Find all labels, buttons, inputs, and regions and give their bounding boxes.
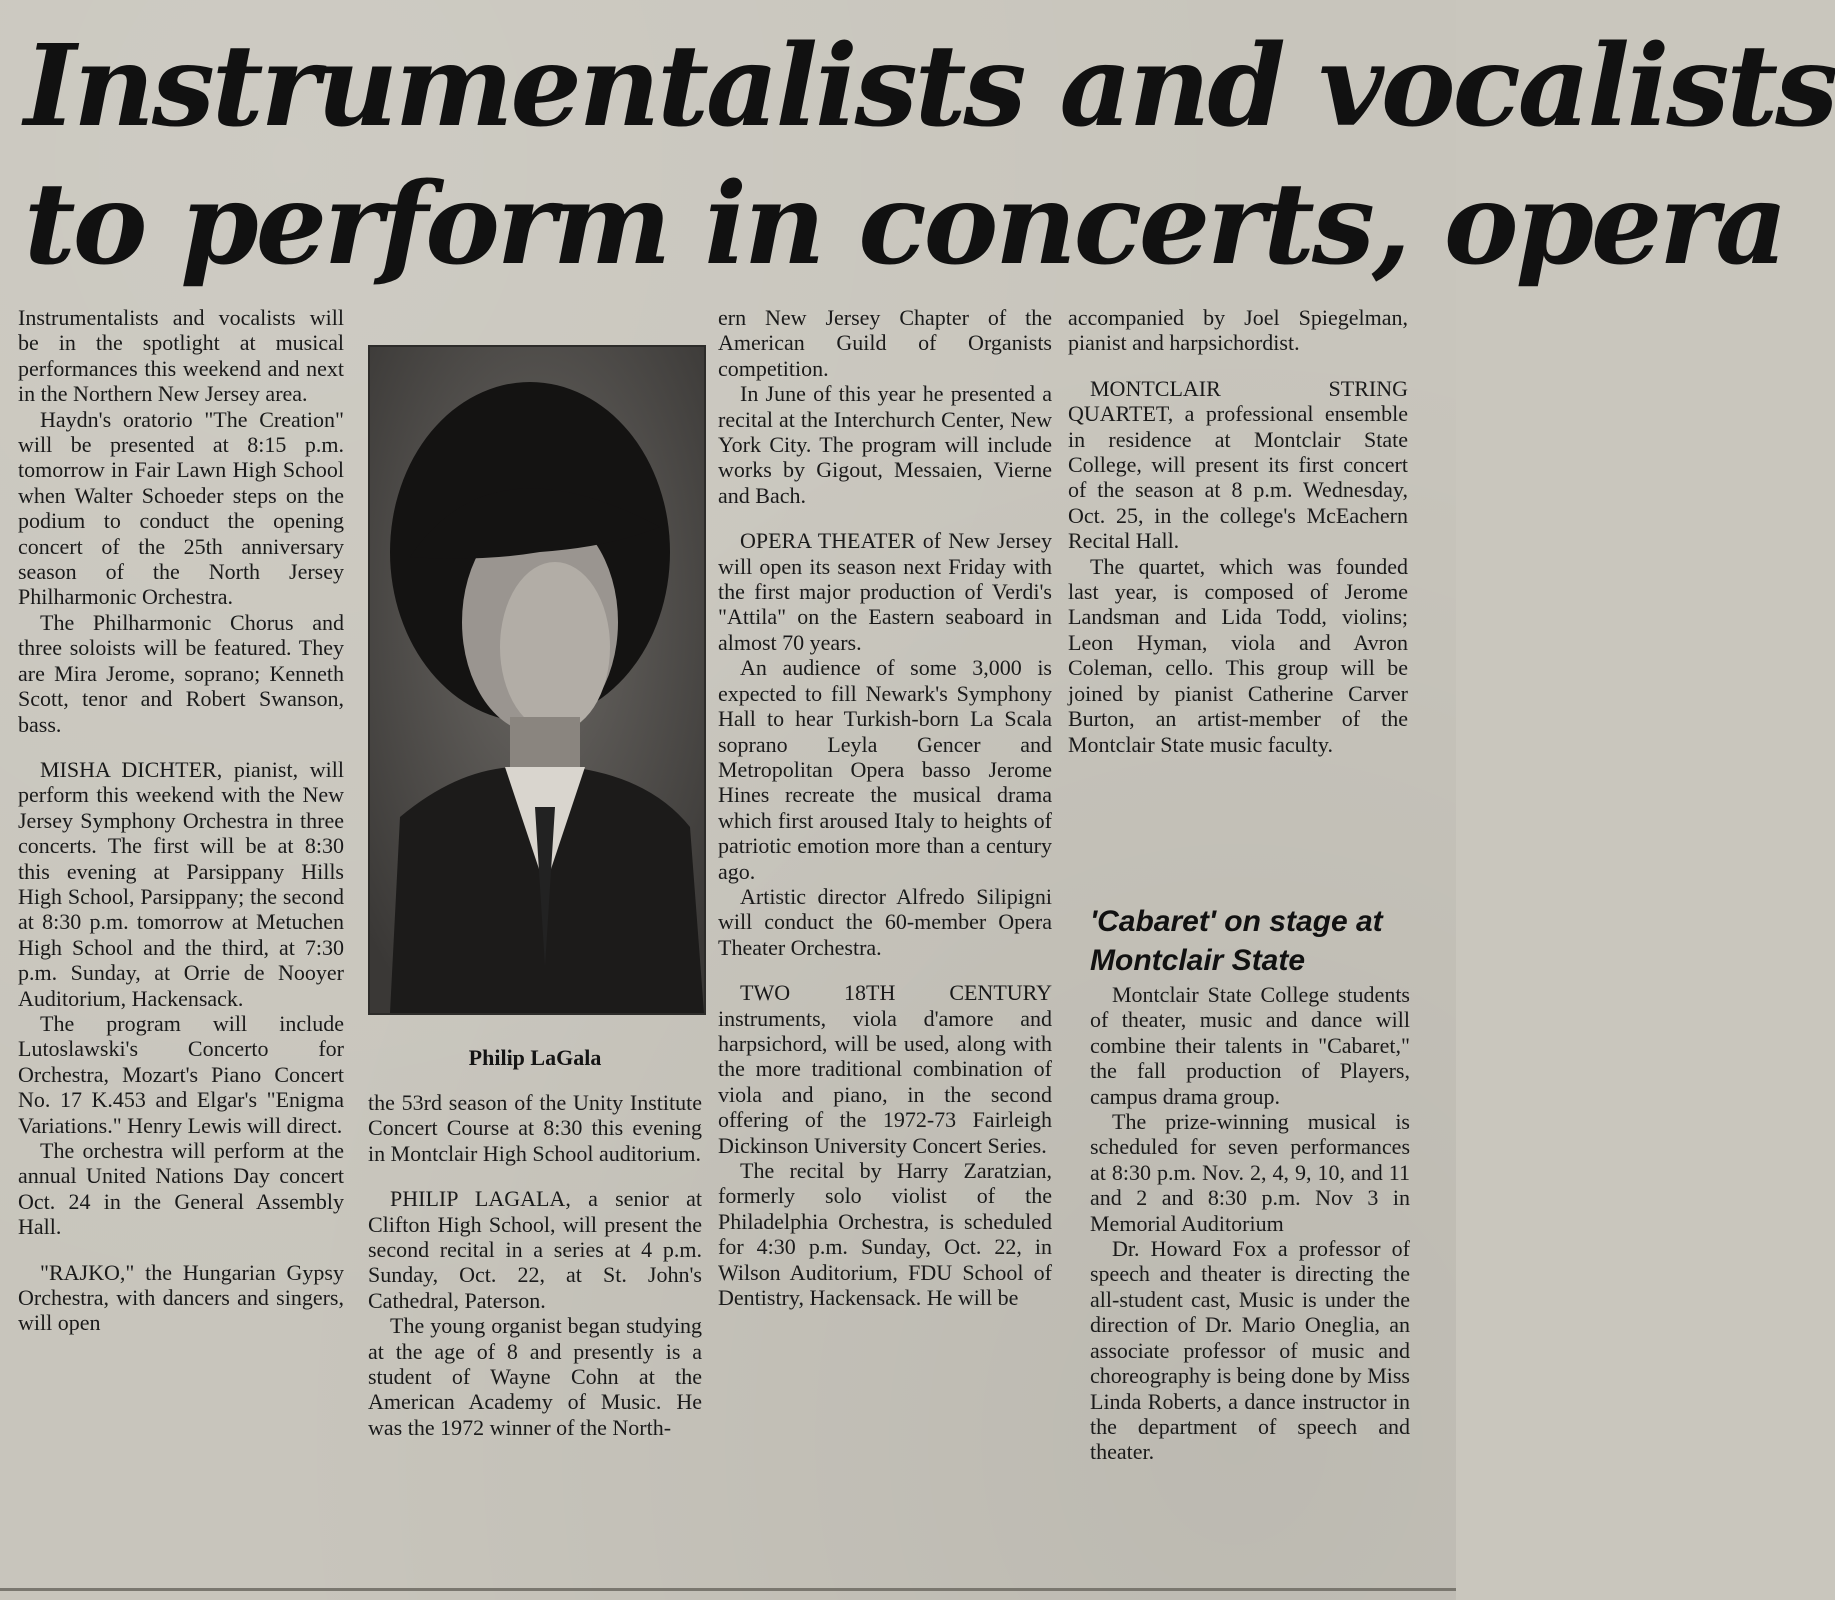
- paragraph: An audience of some 3,000 is expected to fill Newark's Symphony Hall to hear Turkish-born La Scala soprano Leyla Gencer and Metropolitan Opera basso Jerome Hines recreate the musical drama which first aroused Italy to heights of patriotic emotion more than a century ago.: [718, 655, 1052, 884]
- paragraph: The recital by Harry Zaratzian, formerly solo violist of the Philadelphia Orchestra, is scheduled for 4:30 p.m. Sunday, Oct. 22, in Wilson Auditorium, FDU School of Dentistry, Hackensack. He will be: [718, 1158, 1052, 1311]
- paragraph: PHILIP LAGALA, a senior at Clifton High School, will present the second recital in a series at 4 p.m. Sunday, Oct. 22, at St. John's Cathedral, Paterson.: [368, 1186, 702, 1313]
- portrait-image: [370, 347, 704, 1013]
- subheadline: 'Cabaret' on stage at Montclair State: [1090, 905, 1383, 977]
- bottom-rule: [0, 1588, 1456, 1591]
- paragraph: the 53rd season of the Unity Institute Concert Course at 8:30 this evening in Montclair High School auditorium.: [368, 1090, 702, 1166]
- paragraph: ern New Jersey Chapter of the American Guild of Organists competition.: [718, 305, 1052, 381]
- paragraph: Dr. Howard Fox a professor of speech and theater is directing the all-student cast, Music is under the direction of Dr. Mario Oneglia, an associate professor of music and choreography is being done by Miss Linda Roberts, a dance instructor in the department of speech and theater.: [1090, 1236, 1410, 1465]
- article-column-4: [1068, 305, 1408, 757]
- article-column-2: [368, 1090, 702, 1440]
- photo-caption: Philip LaGala: [468, 1045, 602, 1070]
- headline-line-2: to perform in concerts, opera: [24, 159, 1785, 290]
- paragraph: Montclair State College students of theater, music and dance will combine their talents in "Cabaret," the fall production of Players, campus drama group.: [1090, 982, 1410, 1109]
- article-column-4-cabaret: [1090, 982, 1410, 1465]
- portrait-photo: [368, 345, 706, 1015]
- paragraph: TWO 18TH CENTURY instruments, viola d'amore and harpsichord, will be used, along with the more traditional combination of viola and piano, in the second offering of the 1972-73 Fairleigh Dickinson University Concert Series.: [718, 980, 1052, 1158]
- paragraph: Artistic director Alfredo Silipigni will conduct the 60-member Opera Theater Orchestra.: [718, 883, 1052, 960]
- paragraph: MONTCLAIR STRING QUARTET, a professional ensemble in residence at Montclair State College, will present its first concert of the season at 8 p.m. Wednesday, Oct. 25, in the college's McEachern Recital Hall.: [1068, 375, 1408, 554]
- article-column-1: [18, 305, 344, 1336]
- headline: [24, 18, 1835, 294]
- paragraph: Haydn's oratorio "The Creation" will be presented at 8:15 p.m. tomorrow in Fair Lawn High School when Walter Schoeder steps on the podium to conduct the opening concert of the 25th anniversary season of the North Jersey Philharmonic Orchestra.: [18, 406, 344, 610]
- headline-line-1: Instrumentalists and vocalists: [24, 21, 1835, 152]
- paragraph: The orchestra will perform at the annual United Nations Day concert Oct. 24 in the General Assembly Hall.: [18, 1138, 344, 1240]
- paragraph: The young organist began studying at the age of 8 and presently is a student of Wayne Cohn at the American Academy of Music. He was the 1972 winner of the North-: [368, 1313, 702, 1440]
- paragraph: The quartet, which was founded last year, is composed of Jerome Landsman and Lida Todd, violins; Leon Hyman, viola and Avron Coleman, cello. This group will be joined by pianist Catherine Carver Burton, an artist-member of the Montclair State music faculty.: [1068, 553, 1408, 757]
- paragraph: MISHA DICHTER, pianist, will perform this weekend with the New Jersey Symphony Orchestra in three concerts. The first will be at 8:30 this evening at Parsippany Hills High School, Parsippany; the second at 8:30 p.m. tomorrow at Metuchen High School and the third, at 7:30 p.m. Sunday, at Orrie de Nooyer Auditorium, Hackensack.: [18, 756, 344, 1011]
- paragraph: In June of this year he presented a recital at the Interchurch Center, New York City. The program will include works by Gigout, Messaien, Vierne and Bach.: [718, 381, 1052, 508]
- paragraph: accompanied by Joel Spiegelman, pianist and harpsichordist.: [1068, 305, 1408, 356]
- paragraph: "RAJKO," the Hungarian Gypsy Orchestra, with dancers and singers, will open: [18, 1259, 344, 1336]
- paragraph: The prize-winning musical is scheduled for seven performances at 8:30 p.m. Nov. 2, 4, 9, 10, and 11 and 2 and 8:30 p.m. Nov 3 in Memorial Auditorium: [1090, 1109, 1410, 1236]
- paragraph: The program will include Lutoslawski's Concerto for Orchestra, Mozart's Piano Concert No. 17 K.453 and Elgar's "Enigma Variations." Henry Lewis will direct.: [18, 1010, 344, 1138]
- article-column-3: [718, 305, 1052, 1310]
- paragraph: OPERA THEATER of New Jersey will open its season next Friday with the first major production of Verdi's "Attila" on the Eastern seaboard in almost 70 years.: [718, 528, 1052, 655]
- paragraph: The Philharmonic Chorus and three soloists will be featured. They are Mira Jerome, soprano; Kenneth Scott, tenor and Robert Swanson, bass.: [18, 609, 344, 737]
- paragraph: Instrumentalists and vocalists will be in the spotlight at musical performances this weekend and next in the Northern New Jersey area.: [18, 305, 344, 407]
